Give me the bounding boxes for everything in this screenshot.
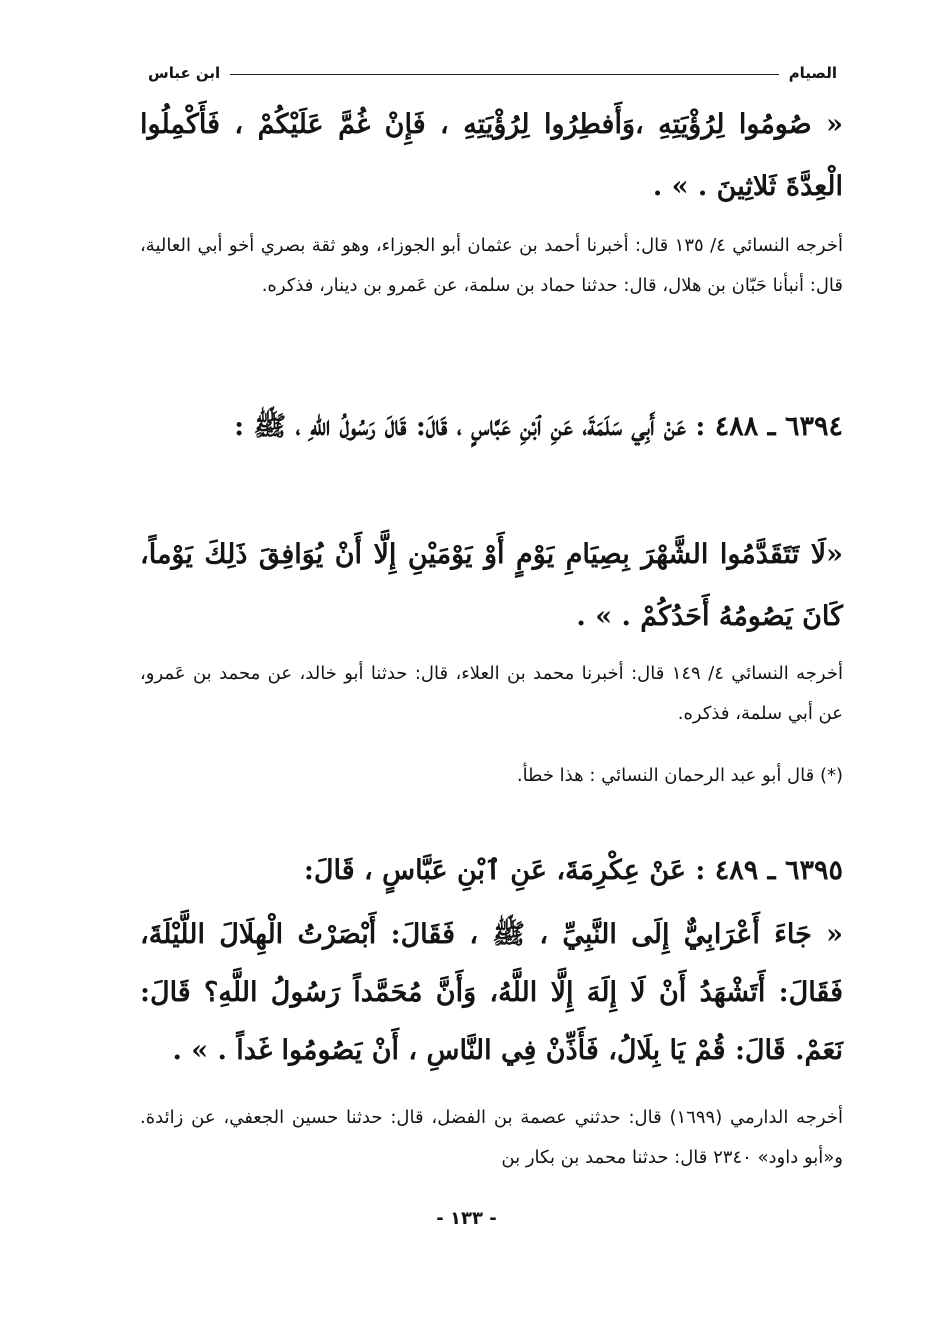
takhrij-text: أخرجه النسائي ٤/ ١٣٥ قال: أخبرنا أحمد بن عثمان أبو الجوزاء، وهو ثقة بصري أخو أبي العالية، قال: أنبأنا حَبّان بن هلال، قال: حدثنا حماد بن سلمة، عن عَمرو بن دينار، فذكره. xyxy=(140,235,843,296)
hadith-quote: « جَاءَ أَعْرَابِيٌّ إِلَى النَّبِيِّ ، ﷺ ، فَقَالَ: أَبْصَرْتُ الْهِلَالَ اللَّيْلَةَ، فَقَالَ: أَتَشْهَدُ أَنْ لَا إِلَهَ إِلَّا اللَّهُ، وَأَنَّ مُحَمَّداً رَسُولُ اللَّهِ؟ قَالَ: نَعَمْ. قَالَ: قُمْ يَا بِلَالُ، فَأَذِّنْ فِي النَّاسِ ، أَنْ يَصُومُوا غَداً . » . xyxy=(140,919,843,1066)
footnote-text: (*) قال أبو عبد الرحمان النسائي : هذا خطأ. xyxy=(516,765,843,786)
hadith-quote: « صُومُوا لِرُؤْيَتِهِ ،وَأَفطِرُوا لِرُؤْيَتِهِ ، فَإِنْ غُمَّ عَلَيْكُمْ ، فَأَكْمِلُوا الْعِدَّةَ ثَلاثِينَ . » . xyxy=(140,109,843,202)
section-title: ابن عباس xyxy=(148,64,221,82)
takhrij-1 xyxy=(140,226,843,306)
page-number: - ١٣٣ - xyxy=(436,1208,497,1229)
footnote-nasai xyxy=(140,758,843,794)
hadith-6395-quote xyxy=(140,906,843,1080)
takhrij-text: أخرجه الدارمي (١٦٩٩) قال: حدثني عصمة بن الفضل، قال: حدثنا حسين الجعفي، عن زائدة. و«أبو داود» ٢٣٤٠ قال: حدثنا محمد بن بكار بن xyxy=(140,1107,843,1168)
hadith-text-1 xyxy=(140,94,843,218)
chapter-title: الصيام xyxy=(788,64,837,82)
hadith-6394-quote xyxy=(140,524,843,648)
hadith-quote: «لَا تَتَقَدَّمُوا الشَّهْرَ بِصِيَامِ يَوْمٍ أَوْ يَوْمَيْنِ إِلَّا أَنْ يُوَافِقَ ذَلِكَ يَوْماً، كَانَ يَصُومُهُ أَحَدُكُمْ . » . xyxy=(140,539,843,632)
takhrij-2 xyxy=(140,654,843,734)
hadith-isnad: ٦٣٩٥ ـ ٤٨٩ : عَنْ عِكْرِمَةَ، عَنِ ٱبْنِ عَبَّاسٍ ، قَالَ: xyxy=(303,855,843,886)
running-header xyxy=(148,60,837,86)
hadith-6394 xyxy=(140,396,843,458)
takhrij-3 xyxy=(140,1098,843,1178)
hadith-isnad: ٦٣٩٤ ـ ٤٨٨ : عَنْ أَبِي سَلَمَةَ، عَنِ ٱبْنِ عَبَّاسٍ ، قَالَ: قَالَ رَسُولُ اللّهِ ، ﷺ : xyxy=(234,411,843,442)
takhrij-text: أخرجه النسائي ٤/ ١٤٩ قال: أخبرنا محمد بن العلاء، قال: حدثنا أبو خالد، عن محمد بن عَمرو، عن أبي سلمة، فذكره. xyxy=(140,663,843,724)
hadith-6395 xyxy=(140,840,843,902)
header-rule xyxy=(230,74,778,75)
